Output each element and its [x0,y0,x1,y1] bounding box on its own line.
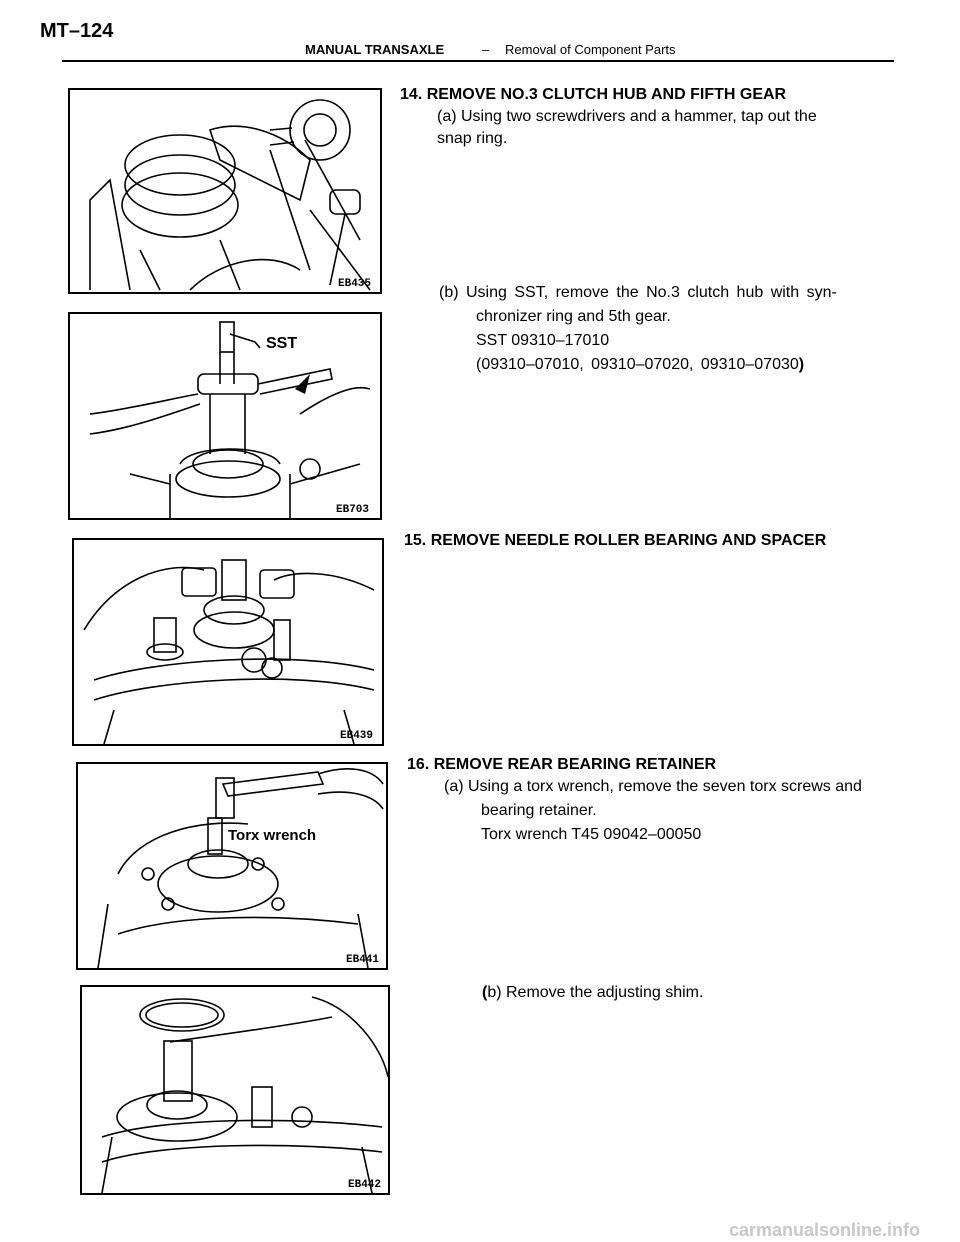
illustration-torx [78,764,386,968]
step-15-title: 15. REMOVE NEEDLE ROLLER BEARING AND SPACER [404,532,827,549]
sst-label: SST [266,335,298,352]
step-14b-sst-parts: (09310–07010, 09310–07020, 09310–07030) [476,356,805,373]
step-14-title: 14. REMOVE NO.3 CLUTCH HUB AND FIFTH GEAR [400,86,787,103]
figure-needle-bearing [72,538,384,746]
header-rule [62,60,894,62]
step-14a-line1: (a) Using two screwdrivers and a hammer, tap out the [437,108,817,125]
figure-code: EB441 [346,954,380,966]
step-14b-line2: chronizer ring and 5th gear. [476,308,671,325]
step-14b-line1: (b) Using SST, remove the No.3 clutch hub with syn- [439,284,837,301]
figure-adjusting-shim [80,985,390,1195]
step-16a-torx: Torx wrench T45 09042–00050 [481,826,702,843]
step-16a-line1: (a) Using a torx wrench, remove the seven torx screws and [444,778,862,795]
figure-code: EB435 [338,278,372,290]
page-number: MT–124 [40,20,114,42]
header-section: MANUAL TRANSAXLE [305,42,445,57]
illustration-sst [70,314,380,518]
figure-torx-wrench [76,762,388,970]
illustration-snap-ring [70,90,380,292]
site-watermark: carmanualsonline.info [728,1220,920,1240]
header-dash: – [482,42,490,57]
figure-code: EB442 [348,1179,382,1191]
figure-sst-puller [68,312,382,520]
figure-code: EB703 [336,504,370,516]
figure-code: EB439 [340,730,374,742]
step-16-title: 16. REMOVE REAR BEARING RETAINER [407,756,717,773]
step-14a-line2: snap ring. [437,130,508,147]
illustration-shim [82,987,388,1193]
step-14b-sst: SST 09310–17010 [476,332,610,349]
step-16b: (b) Remove the adjusting shim. [482,984,704,1001]
illustration-needle-bearing [74,540,382,744]
header-topic: Removal of Component Parts [505,42,676,57]
torx-wrench-label: Torx wrench [228,827,317,844]
figure-snap-ring-removal [68,88,382,294]
step-16a-line2: bearing retainer. [481,802,597,819]
